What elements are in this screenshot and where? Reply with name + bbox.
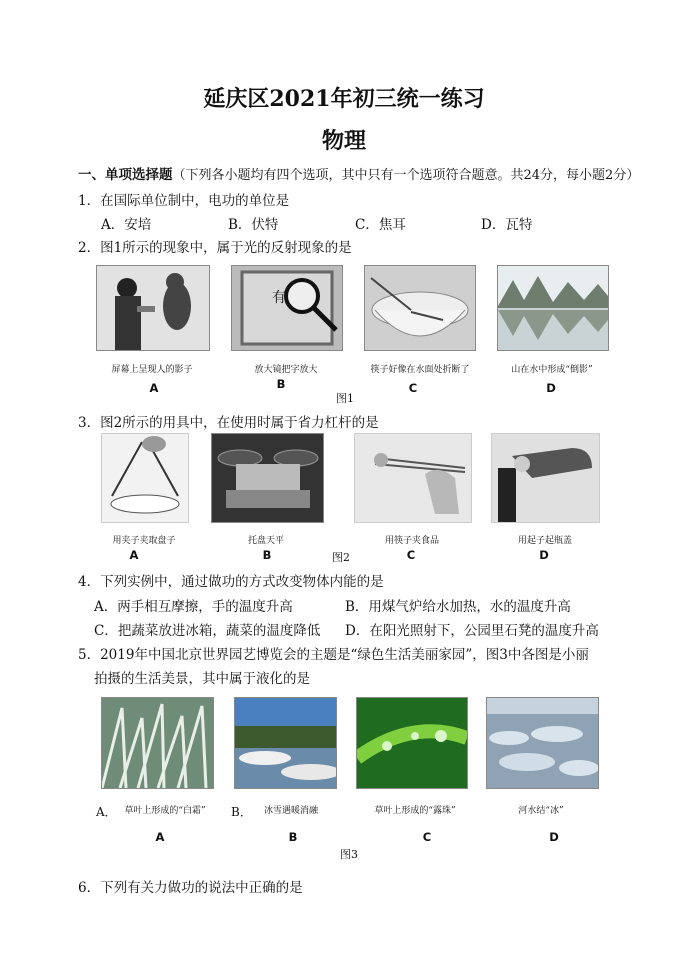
section-heading-label: 一、单项选择题 bbox=[78, 167, 173, 183]
q5-prefix-a: A． bbox=[96, 805, 117, 819]
q3-label-c: C bbox=[406, 548, 416, 562]
q3-caption-a: 用夹子夹取盘子 bbox=[112, 536, 176, 546]
q3-label-b: B bbox=[262, 548, 272, 562]
q4-option-b: B．用煤气炉给水加热，水的温度升高 bbox=[345, 599, 571, 615]
question-5-line-1: 5．2019年中国北京世界园艺博览会的主题是“绿色生活美丽家园”，图3中各图是小丽 bbox=[78, 647, 589, 663]
photo-shadow-on-screen bbox=[96, 265, 210, 351]
photo-chopstick-water bbox=[364, 265, 476, 351]
question-2: 2．图1所示的现象中，属于光的反射现象的是 bbox=[78, 240, 352, 256]
q4-option-c: C．把蔬菜放进冰箱，蔬菜的温度降低 bbox=[94, 623, 321, 639]
photo-dew-drops bbox=[356, 697, 468, 789]
q2-caption-b: 放大镜把字放大 bbox=[254, 365, 318, 375]
q2-label-d: D bbox=[546, 381, 556, 395]
photo-melting-snow bbox=[234, 697, 337, 789]
q2-label-c: C bbox=[408, 381, 418, 395]
q3-label-a: A bbox=[129, 548, 139, 562]
photo-balance bbox=[211, 433, 324, 523]
q1-option-b: B．伏特 bbox=[228, 217, 279, 233]
photo-plate-clip bbox=[101, 433, 189, 523]
q4-option-a: A．两手相互摩擦，手的温度升高 bbox=[94, 599, 293, 615]
photo-mountain-reflection bbox=[497, 265, 609, 351]
q3-caption-c: 用筷子夹食品 bbox=[384, 536, 439, 546]
q5-caption-b: 冰雪遇暖消融 bbox=[263, 806, 318, 816]
q5-label-b: B bbox=[288, 830, 298, 844]
q2-caption-a: 屏幕上呈现人的影子 bbox=[111, 365, 193, 375]
photo-magnifier bbox=[231, 265, 343, 351]
q2-caption-c: 筷子好像在水面处折断了 bbox=[370, 365, 470, 375]
q5-label-c: C bbox=[422, 830, 432, 844]
q5-caption-d: 河水结“冰” bbox=[518, 806, 564, 816]
question-1: 1．在国际单位制中，电功的单位是 bbox=[78, 193, 290, 209]
question-3: 3．图2所示的用具中，在使用时属于省力杠杆的是 bbox=[78, 415, 379, 431]
section-instruction: （下列各小题均有四个选项，其中只有一个选项符合题意。共24分，每小题2分） bbox=[172, 168, 640, 183]
q2-label-b: B bbox=[276, 377, 286, 391]
q1-option-a: A．安培 bbox=[101, 217, 152, 233]
photo-bottle-opener bbox=[491, 433, 600, 523]
q2-caption-d: 山在水中形成“倒影” bbox=[511, 365, 593, 375]
section-heading bbox=[78, 163, 639, 183]
q1-option-d: D．瓦特 bbox=[481, 217, 533, 233]
figure-1-label: 图1 bbox=[336, 392, 354, 405]
figure-3-label: 图3 bbox=[340, 848, 358, 861]
q5-prefix-b: B． bbox=[231, 805, 252, 819]
figure-2-label: 图2 bbox=[332, 551, 350, 564]
q1-option-c: C．焦耳 bbox=[355, 217, 406, 233]
q3-caption-b: 托盘天平 bbox=[247, 536, 284, 546]
q3-label-d: D bbox=[539, 548, 549, 562]
subject-title: 物理 bbox=[321, 128, 366, 154]
photo-white-frost bbox=[101, 697, 214, 789]
q5-caption-c: 草叶上形成的“露珠” bbox=[374, 806, 456, 816]
q5-caption-a: 草叶上形成的“白霜” bbox=[124, 806, 206, 816]
question-6: 6．下列有关力做功的说法中正确的是 bbox=[78, 880, 303, 896]
q2-label-a: A bbox=[149, 381, 159, 395]
q4-option-d: D．在阳光照射下，公园里石凳的温度升高 bbox=[345, 623, 599, 639]
question-5-line-2: 拍摄的生活美景，其中属于液化的是 bbox=[94, 671, 310, 687]
q5-label-d: D bbox=[549, 830, 559, 844]
q3-caption-d: 用起子起瓶盖 bbox=[517, 536, 572, 546]
svg-text:有: 有 bbox=[272, 290, 286, 306]
photo-river-ice bbox=[486, 697, 599, 789]
question-4: 4．下列实例中，通过做功的方式改变物体内能的是 bbox=[78, 574, 384, 590]
exam-title: 延庆区2021年初三统一练习 bbox=[203, 86, 485, 112]
q5-label-a: A bbox=[155, 830, 165, 844]
photo-chopsticks-food bbox=[354, 433, 472, 523]
